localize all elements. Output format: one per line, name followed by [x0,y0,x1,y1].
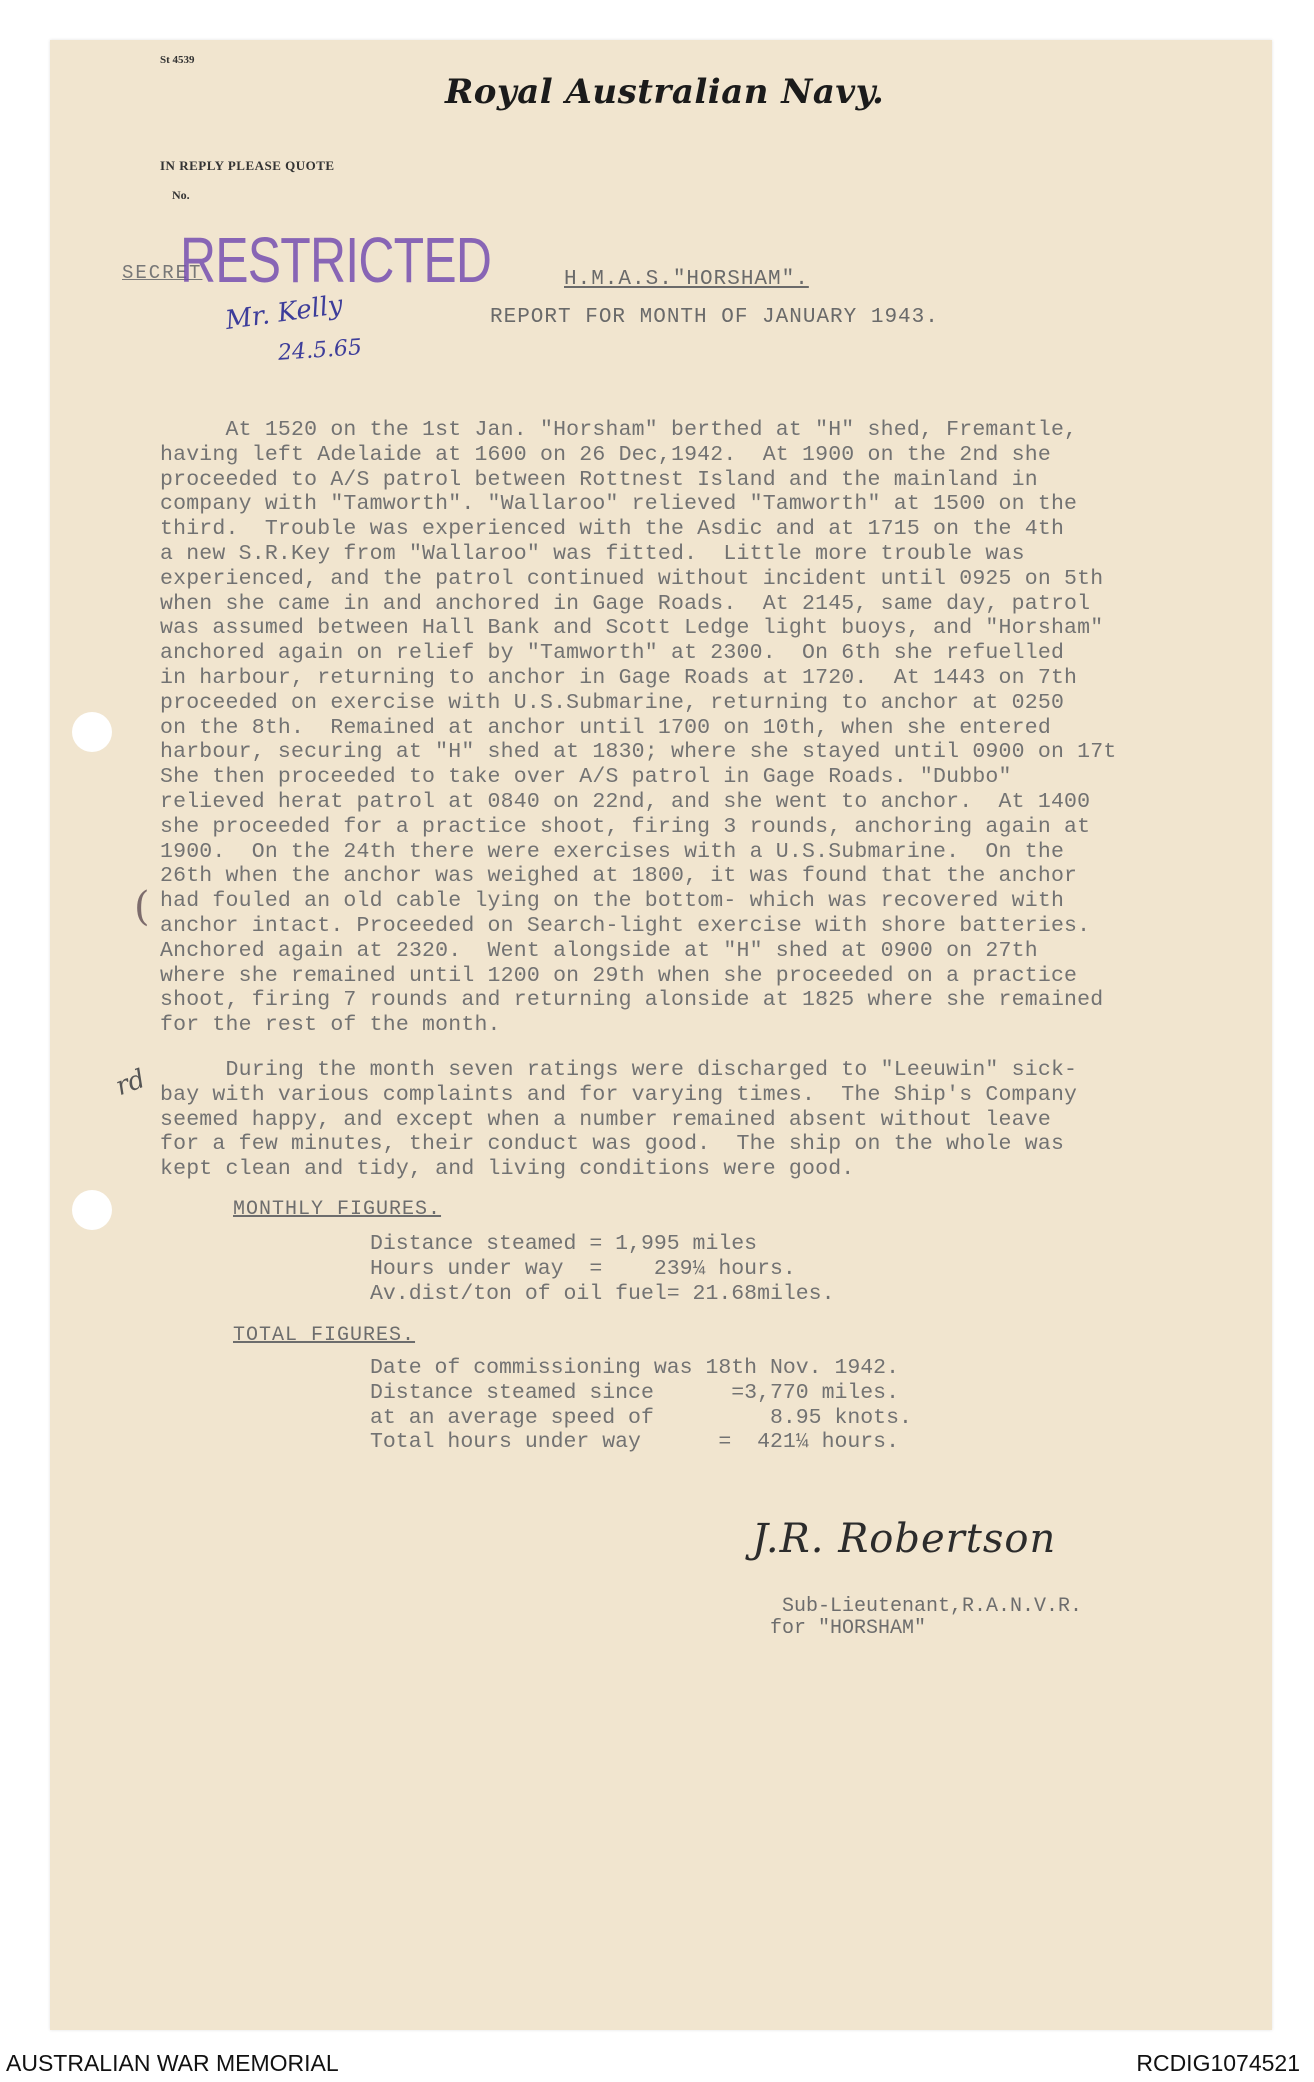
ship-title: H.M.A.S."HORSHAM". [564,268,809,291]
footer-bar [0,2042,1314,2082]
footer-source: AUSTRALIAN WAR MEMORIAL [6,2050,339,2076]
classification-typed: SECRET [122,262,203,284]
punch-hole [72,712,112,752]
punch-hole [72,1190,112,1230]
handwritten-date: 24.5.65 [277,335,363,366]
report-paragraph-1: At 1520 on the 1st Jan. "Horsham" berthed at "H" shed, Fremantle, having left Adelaide at 1600 on 26 Dec,1942. At 1900 on the 2nd she proceeded to A/S patrol between Rottnest Island and the mainland in company with "Tamworth". "Wallaroo" relieved "Tamworth" at 1500 on the third. Trouble was experienced with the Asdic and at 1715 on the 4th a new S.R.Key from "Wallaroo" was fitted. Little more trouble was experienced, and the patrol continued without incident until 0925 on 5th when she came in and anchored in Gage Roads. At 2145, same day, patrol was assumed between Hall Bank and Scott Ledge light buoys, and "Horsham" anchored again on relief by "Tamworth" at 2300. On 6th she refuelled in harbour, returning to anchor in Gage Roads at 1720. At 1443 on 7th proceeded on exercise with U.S.Submarine, returning to anchor at 0250 on the 8th. Remained at anchor until 1700 on 10th, when she entered harbour, securing at "H" shed at 1830; where she stayed until 0900 on 17t She then proceeded to take over A/S patrol in Gage Roads. "Dubbo" relieved herat patrol at 0840 on 22nd, and she went to anchor. At 1400 she proceeded for a practice shoot, firing 3 rounds, anchoring again at 1900. On the 24th there were exercises with a U.S.Submarine. On the 26th when the anchor was weighed at 1800, it was found that the anchor had fouled an old cable lying on the bottom- which was recovered with anchor intact. Proceeded on Search-light exercise with shore batteries. Anchored again at 2320. Went alongside at "H" shed at 0900 on 27th where she remained until 1200 on 29th when she proceeded on a practice shoot, firing 7 rounds and returning alonside at 1825 where she remained for the rest of the month. [160,418,1117,1038]
total-figures-heading: TOTAL FIGURES. [233,1324,416,1347]
signatory-rank: Sub-Lieutenant,R.A.N.V.R. for "HORSHAM" [770,1595,1083,1640]
reply-label: IN REPLY PLEASE QUOTE [160,158,335,173]
no-label: No. [172,188,190,202]
margin-initials: rd [111,1063,150,1103]
handwritten-initials: Mr. Kelly [223,289,345,337]
form-number: St 4539 [160,54,195,66]
restricted-stamp: RESTRICTED [180,224,492,296]
report-title: REPORT FOR MONTH OF JANUARY 1943. [490,306,939,329]
monthly-figures-heading: MONTHLY FIGURES. [233,1198,442,1221]
signature: J.R. Robertson [752,1516,1057,1562]
monthly-figures: Distance steamed = 1,995 miles Hours under way = 239¼ hours. Av.dist/ton of oil fuel= 21.68miles. [370,1232,835,1306]
margin-bracket: ( [134,884,150,930]
report-paragraph-2: During the month seven ratings were discharged to "Leeuwin" sick- bay with various complaints and for varying times. The Ship's Company seemed happy, and except when a number remained absent without leave for a few minutes, their conduct was good. The ship on the whole was kept clean and tidy, and living conditions were good. [160,1058,1078,1182]
total-figures: Date of commissioning was 18th Nov. 1942. Distance steamed since =3,770 miles. at an average speed of 8.95 knots. Total hours under way = 421¼ hours. [370,1356,912,1455]
footer-identifier: RCDIG1074521 [1136,2050,1300,2076]
letterhead: Royal Australian Navy. [445,72,885,112]
